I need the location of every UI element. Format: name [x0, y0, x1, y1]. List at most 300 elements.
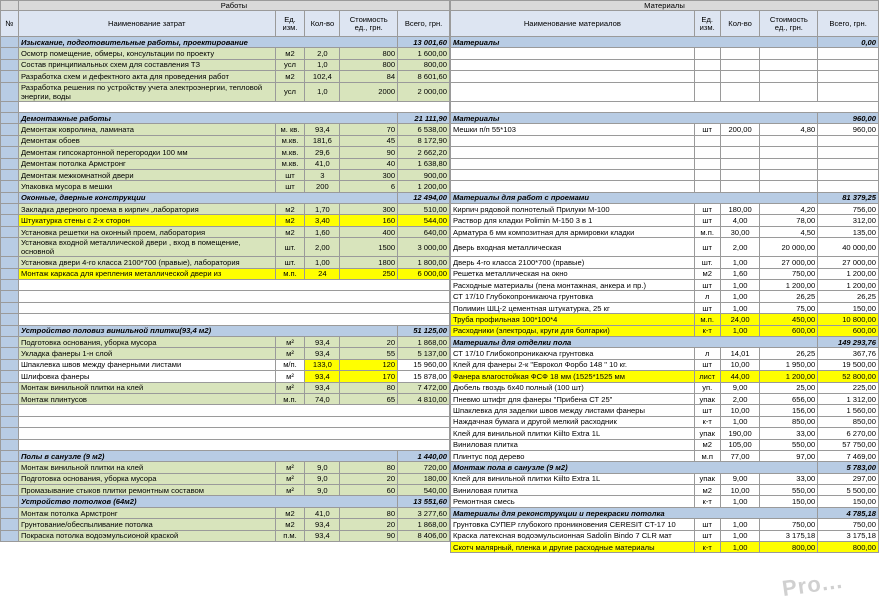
item-qty: 9,00 — [720, 382, 760, 393]
table-row — [451, 382, 879, 393]
item-unit: шт. — [275, 238, 305, 257]
row-number-cell — [1, 169, 19, 180]
works-section-title: Работы — [18, 1, 449, 11]
item-name: СТ 17/10 Глибокопроникаюча грунтовка — [451, 348, 695, 359]
table-row — [451, 496, 879, 507]
group-title: Полы в санузле (9 м2) — [18, 450, 397, 461]
item-qty: 1,00 — [720, 530, 760, 541]
item-name: Расходники (электроды, круги для болгарки) — [451, 325, 695, 336]
row-number-cell — [1, 158, 19, 169]
item-unit: к-т — [694, 325, 720, 336]
item-total: 6 000,00 — [398, 268, 450, 279]
group-title: Монтаж пола в санузле (9 м2) — [451, 462, 818, 473]
item-name: Виниловая плитка — [451, 439, 695, 450]
table-row — [1, 226, 450, 237]
table-row — [1, 71, 450, 82]
item-total: 367,76 — [818, 348, 879, 359]
table-row — [451, 226, 879, 237]
table-row — [1, 359, 450, 370]
item-unit-price: 300 — [340, 204, 398, 215]
item-name: Монтаж винильной плитки на клей — [18, 382, 275, 393]
table-row — [1, 257, 450, 268]
item-name: Упаковка мусора в мешки — [18, 181, 275, 192]
item-unit-price: 80 — [340, 382, 398, 393]
row-number-cell — [1, 496, 19, 507]
item-name — [451, 147, 695, 158]
table-row — [1, 238, 450, 257]
item-unit: м.п — [694, 450, 720, 461]
item-unit-price: 84 — [340, 71, 398, 82]
row-number-cell — [1, 204, 19, 215]
item-total: 1 200,00 — [818, 280, 879, 291]
item-unit-price: 3 175,18 — [760, 530, 818, 541]
item-unit-price: 1 950,00 — [760, 359, 818, 370]
blank-cell — [18, 416, 449, 427]
blank-cell — [18, 302, 449, 313]
item-name: Монтаж винильной плитки на клей — [18, 462, 275, 473]
item-unit: м² — [275, 462, 305, 473]
item-name: Дверь входная металлическая — [451, 238, 695, 257]
group-total: 5 783,00 — [818, 462, 879, 473]
item-unit: усл — [275, 59, 305, 70]
header-unit: Ед. изм. — [275, 11, 305, 37]
item-unit: м.кв. — [275, 147, 305, 158]
item-unit: м² — [275, 348, 305, 359]
item-qty: 105,00 — [720, 439, 760, 450]
blank-cell — [18, 314, 449, 325]
item-name: Разработка решения по устройству учета электроэнергии, тепловой энергии, воды — [18, 82, 275, 101]
item-name: Арматура 6 мм композитная для армировки кладки — [451, 226, 695, 237]
item-qty: 1,60 — [720, 268, 760, 279]
item-unit-price: 27 000,00 — [760, 257, 818, 268]
item-name: Клей для винильной плитки Kiilto Extra 1L — [451, 428, 695, 439]
header-mat-unit: Ед. изм. — [694, 11, 720, 37]
header-total: Всего, грн. — [398, 11, 450, 37]
item-total: 1 600,00 — [398, 48, 450, 59]
item-unit-price: 800,00 — [760, 542, 818, 553]
item-unit: м² — [275, 473, 305, 484]
table-row — [1, 382, 450, 393]
group-total: 12 494,00 — [398, 192, 450, 203]
item-qty: 1,00 — [720, 542, 760, 553]
item-total: 10 800,00 — [818, 314, 879, 325]
table-row — [1, 371, 450, 382]
item-unit: шт — [694, 238, 720, 257]
item-qty: 29,6 — [305, 147, 340, 158]
item-unit-price: 55 — [340, 348, 398, 359]
item-unit-price: 150,00 — [760, 496, 818, 507]
item-total: 57 750,00 — [818, 439, 879, 450]
blank-row — [1, 405, 450, 416]
item-unit-price: 80 — [340, 507, 398, 518]
row-number-cell — [1, 82, 19, 101]
item-unit: м² — [275, 382, 305, 393]
table-row — [451, 371, 879, 382]
item-unit: м2 — [275, 204, 305, 215]
item-unit-price — [760, 147, 818, 158]
item-qty: 2,0 — [305, 48, 340, 59]
item-qty: 93,4 — [305, 530, 340, 541]
item-qty: 190,00 — [720, 428, 760, 439]
item-qty: 1,0 — [305, 82, 340, 101]
item-name: Шпаклевка швов между фанерными листами — [18, 359, 275, 370]
table-row — [451, 135, 879, 146]
group-total: 960,00 — [818, 112, 879, 123]
group-title: Устройство потолков (64м2) — [18, 496, 397, 507]
item-total: 1 200,00 — [818, 268, 879, 279]
row-number-cell — [1, 428, 19, 439]
item-unit-price: 170 — [340, 371, 398, 382]
item-unit — [694, 135, 720, 146]
table-row — [451, 238, 879, 257]
item-name: Клей для фанеры 2-к "Еврокол Форбо 148 " 10 кг. — [451, 359, 695, 370]
blank-row — [1, 314, 450, 325]
row-number-cell — [1, 325, 19, 336]
item-unit-price: 75,00 — [760, 302, 818, 313]
table-row — [451, 405, 879, 416]
item-name: Труба профильная 100*100*4 — [451, 314, 695, 325]
item-unit: м.п. — [275, 393, 305, 404]
table-row — [1, 530, 450, 541]
item-unit — [694, 48, 720, 59]
row-number-cell — [1, 485, 19, 496]
item-unit: м.кв. — [275, 135, 305, 146]
item-total — [818, 158, 879, 169]
item-unit-price: 90 — [340, 530, 398, 541]
blank-cell — [451, 101, 879, 112]
item-unit: м2 — [275, 226, 305, 237]
item-name: Пневмо штифт для фанеры "Прибена СТ 25" — [451, 393, 695, 404]
row-number-cell — [1, 302, 19, 313]
item-qty: 1,60 — [305, 226, 340, 237]
item-qty: 10,00 — [720, 359, 760, 370]
item-unit: шт — [694, 280, 720, 291]
table-row — [451, 280, 879, 291]
item-unit-price: 40 — [340, 158, 398, 169]
item-qty — [720, 59, 760, 70]
row-number-cell — [1, 393, 19, 404]
row-number-cell — [1, 59, 19, 70]
item-unit-price — [760, 59, 818, 70]
item-name — [451, 135, 695, 146]
item-unit: м.п. — [694, 226, 720, 237]
item-qty: 93,4 — [305, 519, 340, 530]
corner-cell — [1, 1, 19, 11]
item-qty: 1,00 — [720, 280, 760, 291]
item-total: 1 800,00 — [398, 257, 450, 268]
table-row — [1, 215, 450, 226]
row-number-cell — [1, 226, 19, 237]
item-name: Кирпич рядовой полнотелый Прилуки М-100 — [451, 204, 695, 215]
item-unit — [694, 71, 720, 82]
item-total: 40 000,00 — [818, 238, 879, 257]
item-unit-price — [760, 169, 818, 180]
blank-cell — [18, 428, 449, 439]
row-number-cell — [1, 37, 19, 48]
item-total — [818, 147, 879, 158]
item-name: Наждачная бумага и другой мелкий расходник — [451, 416, 695, 427]
table-row — [451, 302, 879, 313]
item-total: 540,00 — [398, 485, 450, 496]
item-name: Решетка металлическая на окно — [451, 268, 695, 279]
item-unit — [694, 181, 720, 192]
table-row — [1, 473, 450, 484]
table-row — [451, 519, 879, 530]
item-unit-price: 750,00 — [760, 268, 818, 279]
item-qty: 44,00 — [720, 371, 760, 382]
item-name: Монтаж каркаса для крепления металлической двери из — [18, 268, 275, 279]
group-title: Материалы — [451, 112, 818, 123]
item-unit-price: 550,00 — [760, 485, 818, 496]
row-number-cell — [1, 268, 19, 279]
item-total: 19 500,00 — [818, 359, 879, 370]
item-qty: 181,6 — [305, 135, 340, 146]
item-name: Закладка дверного проема в кирпич ,лаборатория — [18, 204, 275, 215]
item-unit-price — [760, 71, 818, 82]
item-name: Расходные материалы (пена монтажная, анкера и пр.) — [451, 280, 695, 291]
group-total: 0,00 — [818, 37, 879, 48]
item-unit: шт — [694, 359, 720, 370]
item-name — [451, 181, 695, 192]
item-unit-price: 70 — [340, 124, 398, 135]
item-total: 4 810,00 — [398, 393, 450, 404]
header-unit-price: Стоимость ед., грн. — [340, 11, 398, 37]
item-unit: шт — [694, 302, 720, 313]
item-total: 1 638,80 — [398, 158, 450, 169]
row-number-cell — [1, 124, 19, 135]
item-qty: 41,0 — [305, 507, 340, 518]
table-row — [451, 291, 879, 302]
item-unit — [694, 59, 720, 70]
item-name: Штукатурка стены с 2-х сторон — [18, 215, 275, 226]
item-name: Виниловая плитка — [451, 485, 695, 496]
blank-cell — [18, 291, 449, 302]
item-unit-price: 300 — [340, 169, 398, 180]
item-qty: 9,00 — [720, 473, 760, 484]
group-row — [451, 112, 879, 123]
item-unit: усл — [275, 82, 305, 101]
blank-cell — [18, 405, 449, 416]
item-total: 180,00 — [398, 473, 450, 484]
table-row — [451, 359, 879, 370]
item-unit: м2 — [694, 485, 720, 496]
item-name: Мешки п/п 55*103 — [451, 124, 695, 135]
item-unit-price: 20 — [340, 519, 398, 530]
item-unit-price: 20 — [340, 336, 398, 347]
item-unit — [694, 158, 720, 169]
item-total: 2 662,20 — [398, 147, 450, 158]
group-title: Материалы для реконструкции и перекраски потолка — [451, 507, 818, 518]
item-qty — [720, 147, 760, 158]
item-unit: м² — [275, 336, 305, 347]
header-mat-price: Стоимость ед., грн. — [760, 11, 818, 37]
item-unit-price: 450,00 — [760, 314, 818, 325]
table-row — [1, 82, 450, 101]
blank-row — [1, 428, 450, 439]
item-unit-price — [760, 158, 818, 169]
item-name: Дюбель гвоздь 6х40 полный (100 шт) — [451, 382, 695, 393]
blank-cell — [18, 280, 449, 291]
item-total: 3 277,60 — [398, 507, 450, 518]
item-total: 750,00 — [818, 519, 879, 530]
table-row — [451, 416, 879, 427]
item-total — [818, 181, 879, 192]
item-unit: к-т — [694, 542, 720, 553]
works-table — [0, 0, 450, 542]
row-number-cell — [1, 336, 19, 347]
table-row — [1, 124, 450, 135]
watermark: Pro... — [780, 567, 845, 602]
item-total: 7 469,00 — [818, 450, 879, 461]
item-qty: 77,00 — [720, 450, 760, 461]
table-row — [451, 450, 879, 461]
table-row — [451, 393, 879, 404]
table-row — [451, 439, 879, 450]
item-total — [818, 48, 879, 59]
item-unit-price: 1800 — [340, 257, 398, 268]
item-unit: шт. — [275, 257, 305, 268]
item-total: 150,00 — [818, 302, 879, 313]
header-mat-total: Всего, грн. — [818, 11, 879, 37]
table-row — [451, 124, 879, 135]
group-row — [451, 37, 879, 48]
item-unit: упак — [694, 473, 720, 484]
group-row — [451, 336, 879, 347]
table-row — [451, 257, 879, 268]
item-qty — [720, 71, 760, 82]
table-row — [1, 181, 450, 192]
item-total: 135,00 — [818, 226, 879, 237]
item-total: 150,00 — [818, 496, 879, 507]
materials-table-panel — [450, 0, 879, 553]
item-qty — [720, 169, 760, 180]
blank-row — [451, 101, 879, 112]
row-number-cell — [1, 71, 19, 82]
item-unit-price — [760, 181, 818, 192]
works-table-panel — [0, 0, 450, 542]
item-total: 8 172,90 — [398, 135, 450, 146]
row-number-cell — [1, 382, 19, 393]
item-name: Шлифовка фанеры — [18, 371, 275, 382]
blank-row — [1, 439, 450, 450]
item-unit: упак — [694, 393, 720, 404]
item-total: 544,00 — [398, 215, 450, 226]
item-total: 27 000,00 — [818, 257, 879, 268]
item-name — [451, 48, 695, 59]
item-qty: 1,0 — [305, 59, 340, 70]
item-name: Установка входной металлической двери , вход в помещение, основной — [18, 238, 275, 257]
table-row — [451, 268, 879, 279]
row-number-cell — [1, 181, 19, 192]
item-unit-price: 800 — [340, 48, 398, 59]
item-unit-price: 600,00 — [760, 325, 818, 336]
row-number-cell — [1, 215, 19, 226]
table-row — [1, 336, 450, 347]
item-unit: м.п. — [694, 314, 720, 325]
table-row — [1, 59, 450, 70]
item-total: 1 868,00 — [398, 336, 450, 347]
item-total: 600,00 — [818, 325, 879, 336]
item-name: Покраска потолка водоэмульсионой краской — [18, 530, 275, 541]
item-unit: шт — [694, 124, 720, 135]
item-name: Монтаж потолка Армстронг — [18, 507, 275, 518]
item-unit-price: 750,00 — [760, 519, 818, 530]
group-row — [1, 192, 450, 203]
item-unit: уп. — [694, 382, 720, 393]
item-unit: л — [694, 291, 720, 302]
item-name: СТ 17/10 Глубокопроникаюча грунтовка — [451, 291, 695, 302]
row-number-cell — [1, 147, 19, 158]
item-name: Установка двери 4-го класса 2100*700 (правые), лаборатория — [18, 257, 275, 268]
item-name: Грунтовка СУПЕР глубокого проникновения CERESIT CT-17 10 — [451, 519, 695, 530]
item-name — [451, 59, 695, 70]
group-row — [451, 507, 879, 518]
row-number-cell — [1, 359, 19, 370]
table-row — [451, 147, 879, 158]
item-name: Состав принципиальных схем для составления ТЗ — [18, 59, 275, 70]
item-unit-price: 1500 — [340, 238, 398, 257]
item-unit: м2 — [694, 268, 720, 279]
item-unit: п.м. — [275, 530, 305, 541]
item-name: Шпаклевка для заделки швов между листами фанеры — [451, 405, 695, 416]
item-unit: шт. — [694, 257, 720, 268]
item-name: Полимин ШЦ-2 цементная штукатурка, 25 кг — [451, 302, 695, 313]
item-name — [451, 71, 695, 82]
row-number-cell — [1, 192, 19, 203]
item-name: Плинтус под дерево — [451, 450, 695, 461]
row-number-cell — [1, 112, 19, 123]
item-qty: 9,0 — [305, 485, 340, 496]
item-total: 225,00 — [818, 382, 879, 393]
item-total: 1 312,00 — [818, 393, 879, 404]
item-qty: 2,00 — [305, 238, 340, 257]
group-title: Демонтажные работы — [18, 112, 397, 123]
item-name: Промазывание стыков плитки ремонтным составом — [18, 485, 275, 496]
item-unit-price: 156,00 — [760, 405, 818, 416]
item-qty: 2,00 — [720, 393, 760, 404]
row-number-cell — [1, 507, 19, 518]
table-row — [451, 542, 879, 553]
item-unit-price: 250 — [340, 268, 398, 279]
item-unit-price: 60 — [340, 485, 398, 496]
row-number-cell — [1, 450, 19, 461]
blank-row — [1, 302, 450, 313]
group-row — [1, 325, 450, 336]
blank-row — [1, 291, 450, 302]
item-qty: 24 — [305, 268, 340, 279]
item-total: 6 538,00 — [398, 124, 450, 135]
item-unit-price: 20 000,00 — [760, 238, 818, 257]
table-row — [1, 348, 450, 359]
item-qty: 93,4 — [305, 124, 340, 135]
item-qty: 3 — [305, 169, 340, 180]
table-row — [1, 48, 450, 59]
item-total — [818, 59, 879, 70]
item-total: 7 472,00 — [398, 382, 450, 393]
item-name: Демонтаж гипсокартонной перегородки 100 мм — [18, 147, 275, 158]
item-unit-price: 45 — [340, 135, 398, 146]
item-qty: 200 — [305, 181, 340, 192]
item-qty: 74,0 — [305, 393, 340, 404]
item-qty: 10,00 — [720, 405, 760, 416]
item-unit-price: 80 — [340, 462, 398, 473]
item-total: 900,00 — [398, 169, 450, 180]
item-unit: м2 — [275, 507, 305, 518]
table-row — [451, 48, 879, 59]
item-total: 850,00 — [818, 416, 879, 427]
item-qty: 1,00 — [720, 496, 760, 507]
row-number-cell — [1, 348, 19, 359]
